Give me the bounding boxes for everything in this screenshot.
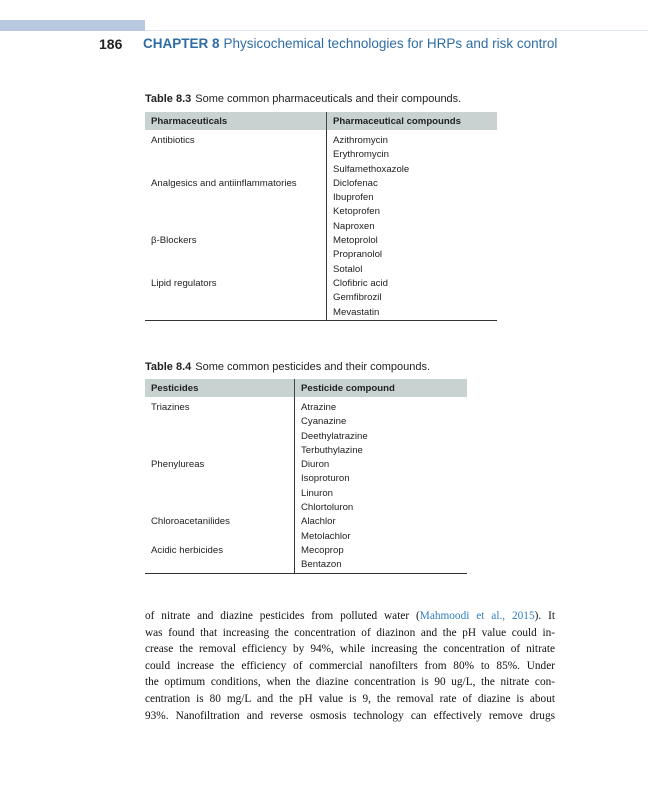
category-cell: β-Blockers [151, 235, 197, 247]
chapter-title: Physicochemical technologies for HRPs and risk control [223, 36, 558, 51]
text-line: crease the removal efficiency by 94%, while increasing the concentration of nitrate [145, 643, 555, 656]
category-cell: Antibiotics [151, 135, 195, 146]
compound-cell: Metoprolol [327, 234, 498, 248]
category-cell: Analgesics and antiinflammatories [151, 177, 297, 189]
table-row [145, 397, 467, 415]
table-row [145, 415, 467, 429]
compound-cell: Mevastatin [327, 306, 498, 321]
compound-cell: Alachlor [295, 515, 468, 529]
category-cell [145, 148, 327, 162]
table-caption-text: Some common pharmaceuticals and their compounds. [195, 93, 462, 105]
table-row [145, 430, 467, 444]
compound-cell: Ketoprofen [327, 205, 498, 219]
category-cell [145, 263, 327, 277]
table-row [145, 148, 497, 162]
table-row [145, 234, 497, 248]
table-row [145, 277, 497, 291]
category-cell [145, 558, 295, 573]
citation-link[interactable]: Mahmoodi et al., 2015 [419, 610, 535, 622]
header-rule [145, 30, 648, 31]
table-row [145, 130, 497, 148]
category-cell: Lipid regulators [151, 277, 217, 289]
pharmaceuticals-table [145, 112, 497, 321]
category-cell: Phenylureas [151, 459, 205, 471]
compound-cell: Atrazine [295, 397, 468, 415]
table-row [145, 544, 467, 558]
text-line: could increase the efficiency of commercial nanofilters from 80% to 85%. Under [145, 659, 555, 672]
category-cell [145, 163, 327, 177]
table-row [145, 472, 467, 486]
category-cell: Triazines [151, 402, 190, 413]
table-row [145, 558, 467, 573]
category-cell [145, 248, 327, 262]
column-header: Pesticides [145, 379, 295, 397]
column-header: Pharmaceuticals [145, 112, 327, 130]
compound-cell: Terbuthylazine [295, 444, 468, 458]
compound-cell: Chlortoluron [295, 501, 468, 515]
table-row [145, 306, 497, 321]
category-cell [145, 205, 327, 219]
text-line: 93%. Nanofiltration and reverse osmosis technology can effectively remove drugs [145, 709, 555, 722]
table-label: Table 8.4 [145, 361, 192, 373]
category-cell [145, 530, 295, 544]
text-line: the optimum conditions, when the diazine concentration is 90 ug/L, the nitrate con- [145, 676, 555, 689]
compound-cell: Diuron [295, 458, 468, 472]
table-row [145, 191, 497, 205]
compound-cell: Cyanazine [295, 415, 468, 429]
table-row [145, 205, 497, 219]
table-row [145, 220, 497, 234]
compound-cell: Sulfamethoxazole [327, 163, 498, 177]
category-cell: Acidic herbicides [151, 544, 223, 556]
compound-cell: Gemfibrozil [327, 291, 498, 305]
category-cell [145, 487, 295, 501]
text-line: centration is 80 mg/L and the pH value is 9, the removal rate of diazine is about [145, 692, 555, 705]
column-header: Pharmaceutical compounds [327, 112, 498, 130]
category-cell [145, 306, 327, 321]
table-caption-text: Some common pesticides and their compounds. [195, 361, 431, 373]
column-header: Pesticide compound [295, 379, 468, 397]
compound-cell: Naproxen [327, 220, 498, 234]
category-cell [145, 291, 327, 305]
category-cell [145, 501, 295, 515]
compound-cell: Metolachlor [295, 530, 468, 544]
category-cell [145, 472, 295, 486]
table-row [145, 515, 467, 529]
compound-cell: Mecoprop [295, 544, 468, 558]
table-row [145, 487, 467, 501]
page-number: 186 [99, 36, 123, 52]
table-row [145, 177, 497, 191]
compound-cell: Diclofenac [327, 177, 498, 191]
running-head [143, 36, 557, 51]
compound-cell: Deethylatrazine [295, 430, 468, 444]
body-paragraph [145, 608, 555, 724]
table-row [145, 163, 497, 177]
category-cell [145, 415, 295, 429]
table-label: Table 8.3 [145, 93, 192, 105]
table-row [145, 248, 497, 262]
compound-cell: Ibuprofen [327, 191, 498, 205]
table-8-3-caption [145, 93, 461, 105]
compound-cell: Isoproturon [295, 472, 468, 486]
table-row [145, 501, 467, 515]
pesticides-table [145, 379, 467, 574]
category-cell [145, 444, 295, 458]
compound-cell: Azithromycin [327, 130, 498, 148]
category-cell [145, 430, 295, 444]
text: of nitrate and diazine pesticides from polluted water ( [145, 610, 420, 622]
compound-cell: Clofibric acid [327, 277, 498, 291]
text-line [145, 608, 555, 625]
table-row [145, 263, 497, 277]
text-line: was found that increasing the concentration of diazinon and the pH value could in- [145, 626, 555, 639]
compound-cell: Propranolol [327, 248, 498, 262]
header-accent-bar [0, 20, 145, 31]
compound-cell: Sotalol [327, 263, 498, 277]
chapter-label: CHAPTER 8 [143, 36, 220, 51]
table-8-4-caption [145, 361, 430, 373]
category-cell: Chloroacetanilides [151, 516, 230, 528]
table-row [145, 444, 467, 458]
compound-cell: Erythromycin [327, 148, 498, 162]
table-row [145, 291, 497, 305]
compound-cell: Linuron [295, 487, 468, 501]
category-cell [145, 220, 327, 234]
text: ). It [534, 610, 555, 622]
compound-cell: Bentazon [295, 558, 468, 573]
table-row [145, 458, 467, 472]
category-cell [145, 191, 327, 205]
table-row [145, 530, 467, 544]
